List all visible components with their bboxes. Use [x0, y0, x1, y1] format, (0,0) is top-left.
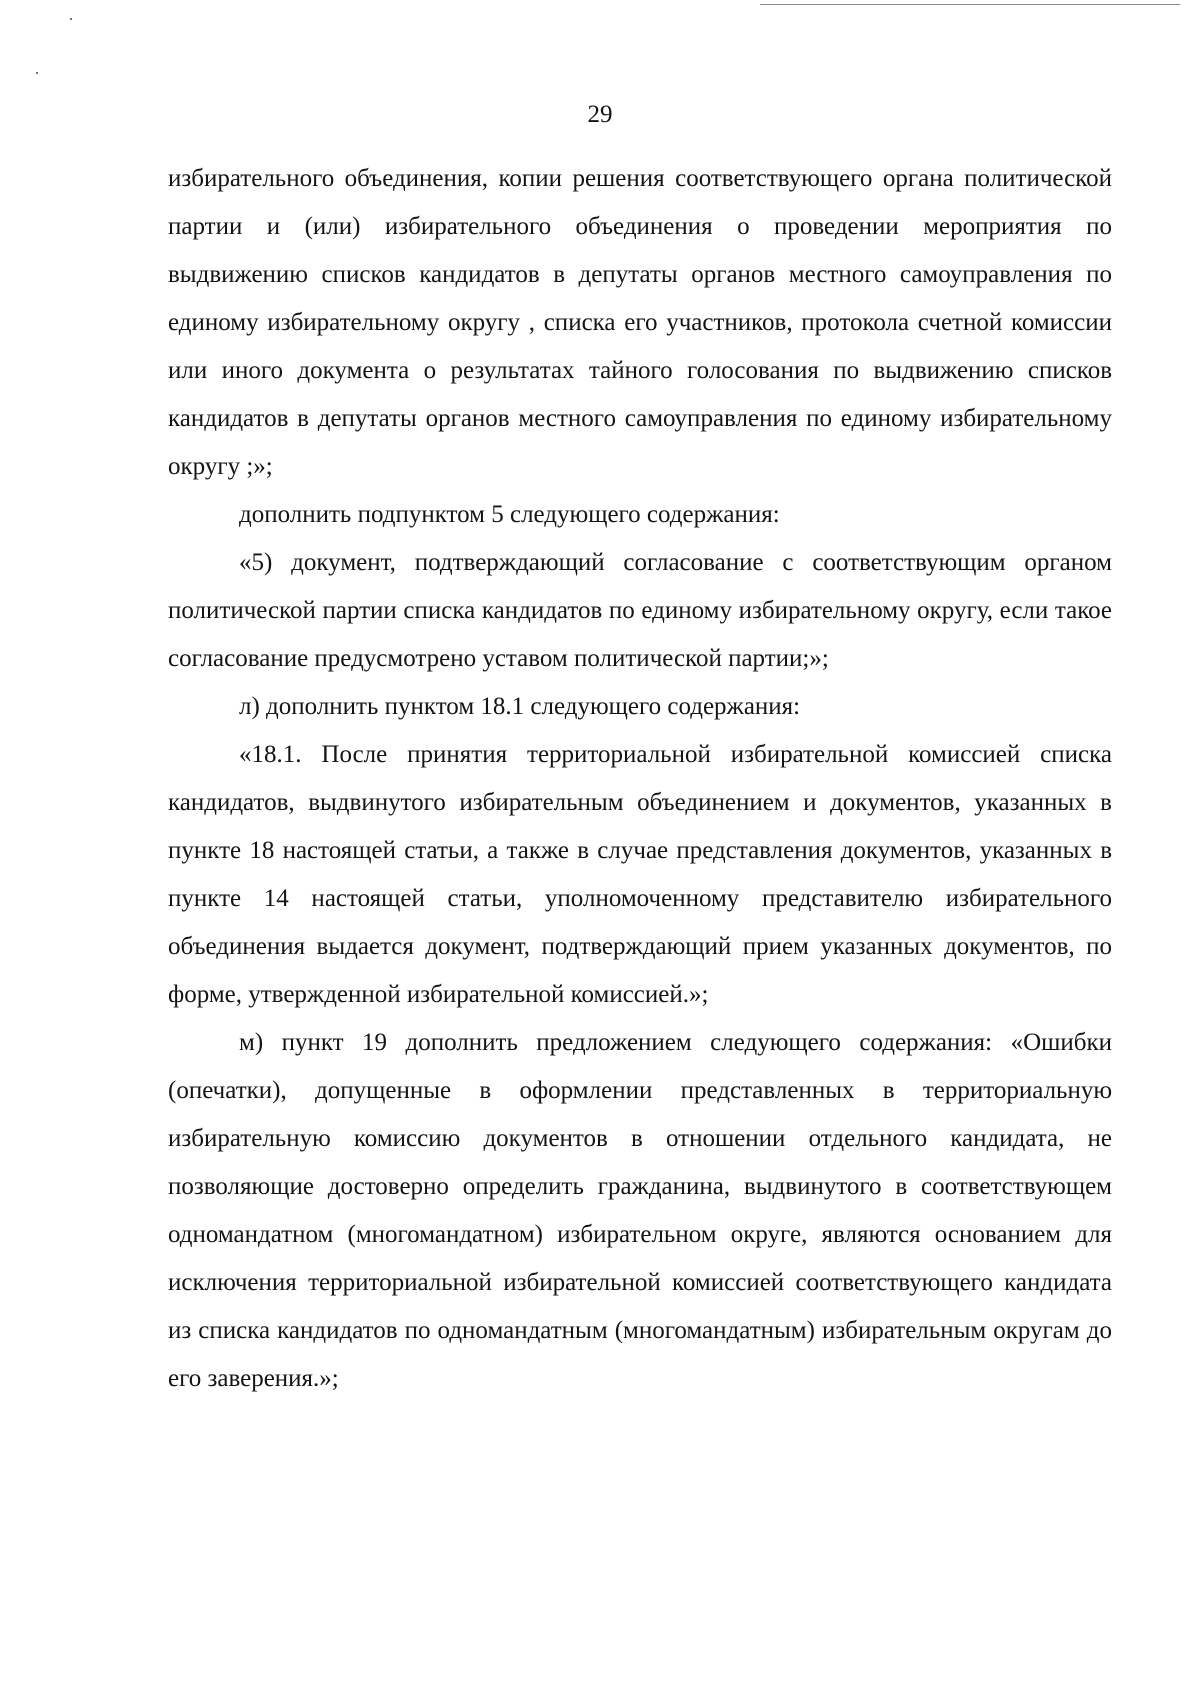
paragraph-continuation: избирательного объединения, копии решения соответствующего органа политической партии и (или) избирательного объединения о проведении мероприятия по выдвижению списков кандидатов в депутаты органов местного самоуправления по единому избирательному округу , списка его участников, протокола счетной комиссии или иного документа о результатах тайного голосования по выдвижению списков кандидатов в депутаты органов местного самоуправления по единому избирательному округу ;»;	[168, 165, 1112, 480]
scan-speck	[70, 18, 72, 20]
paragraph-point-m: м) пункт 19 дополнить предложением следующего содержания: «Ошибки (опечатки), допущенные в оформлении представленных в территориальную избирательную комиссию документов в отношении отдельного кандидата, не позволяющие достоверно определить гражданина, выдвинутого в соответствующем одномандатном (многомандатном) избирательном округе, являются основанием для исключения территориальной избирательной комиссией соответствующего кандидата из списка кандидатов по одномандатным (многомандатным) избирательным округам до его заверения.»;	[168, 1029, 1112, 1392]
scan-speck	[36, 72, 38, 74]
paragraph-amendment-subpoint: дополнить подпунктом 5 следующего содержания:	[239, 501, 780, 528]
document-body	[168, 155, 1112, 1403]
page-number: 29	[587, 101, 613, 128]
paragraph-18-1: «18.1. После принятия территориальной избирательной комиссией списка кандидатов, выдвинутого избирательным объединением и документов, указанных в пункте 18 настоящей статьи, а также в случае представления документов, указанных в пункте 14 настоящей статьи, уполномоченному представителю избирательного объединения выдается документ, подтверждающий прием указанных документов, по форме, утвержденной избирательной комиссией.»;	[168, 741, 1112, 1008]
paragraph-point-l: л) дополнить пунктом 18.1 следующего содержания:	[239, 693, 801, 720]
paragraph-subpoint-5: «5) документ, подтверждающий согласование с соответствующим органом политической партии списка кандидатов по единому избирательному округу, если такое согласование предусмотрено уставом политической партии;»;	[168, 549, 1112, 672]
top-edge-line	[760, 4, 1180, 5]
